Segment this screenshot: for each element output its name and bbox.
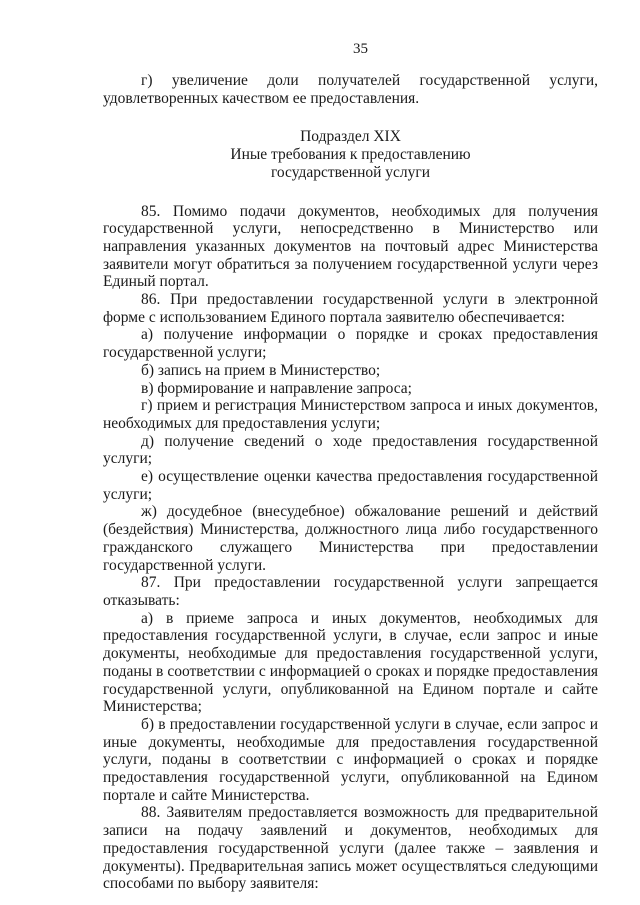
intro-paragraph: г) увеличение доли получателей государственной услуги, удовлетворенных качеством ее предоставления.	[103, 72, 598, 107]
subsection-title-line-2: государственной услуги	[270, 163, 431, 181]
list-item-86zh: ж) досудебное (внесудебное) обжалование решений и действий (бездействия) Министерства, должностного лица либо государственного гражданского служащего Министерства при предоставлении государственной услуги.	[103, 503, 598, 574]
list-item-86v: в) формирование и направление запроса;	[141, 379, 412, 397]
list-item-86a: а) получение информации о порядке и сроках предоставления государственной услуги;	[103, 326, 598, 362]
page-number: 35	[353, 41, 368, 57]
list-item-86e: е) осуществление оценки качества предоставления государственной услуги;	[103, 468, 598, 503]
subsection-heading	[103, 128, 598, 181]
paragraph-85: 85. Помимо подачи документов, необходимых для получения государственной услуги, непосредственно в Министерство или направления указанных документов на почтовый адрес Министерства заявители могут обратиться за получением государственной услуги через Единый портал.	[103, 202, 598, 291]
paragraph-88: 88. Заявителям предоставляется возможность для предварительной записи на подачу заявлений и документов, необходимых для предоставления государственной услуги (далее также – заявления и документы). Предварительная запись может осуществляться следующими способами по выбору заявителя:	[103, 804, 598, 893]
paragraph-86: 86. При предоставлении государственной услуги в электронной форме с использованием Единого портала заявителю обеспечивается:	[103, 291, 598, 326]
list-item-86g: г) прием и регистрация Министерством запроса и иных документов, необходимых для предоставления услуги;	[103, 397, 598, 432]
document-page	[103, 40, 598, 893]
list-item-86d: д) получение сведений о ходе предоставления государственной услуги;	[103, 432, 598, 468]
subsection-number: Подраздел XIX	[300, 128, 401, 146]
subsection-title-line-1: Иные требования к предоставлению	[230, 146, 471, 164]
list-item-87b: б) в предоставлении государственной услуги в случае, если запрос и иные документы, необходимые для предоставления государственной услуги, поданы в соответствии с информацией о сроках и порядке предоставления государственной услуги, опубликованной на Едином портале и сайте Министерства.	[103, 715, 598, 804]
paragraph-87: 87. При предоставлении государственной услуги запрещается отказывать:	[103, 574, 598, 609]
list-item-87a: а) в приеме запроса и иных документов, необходимых для предоставления государственной услуги, в случае, если запрос и иные документы, необходимые для предоставления государственной услуги, поданы в соответствии с информацией о сроках и порядке предоставления государственной услуги, опубликованной на Едином портале и сайте Министерства;	[103, 609, 598, 716]
list-item-86b: б) запись на прием в Министерство;	[141, 361, 381, 379]
